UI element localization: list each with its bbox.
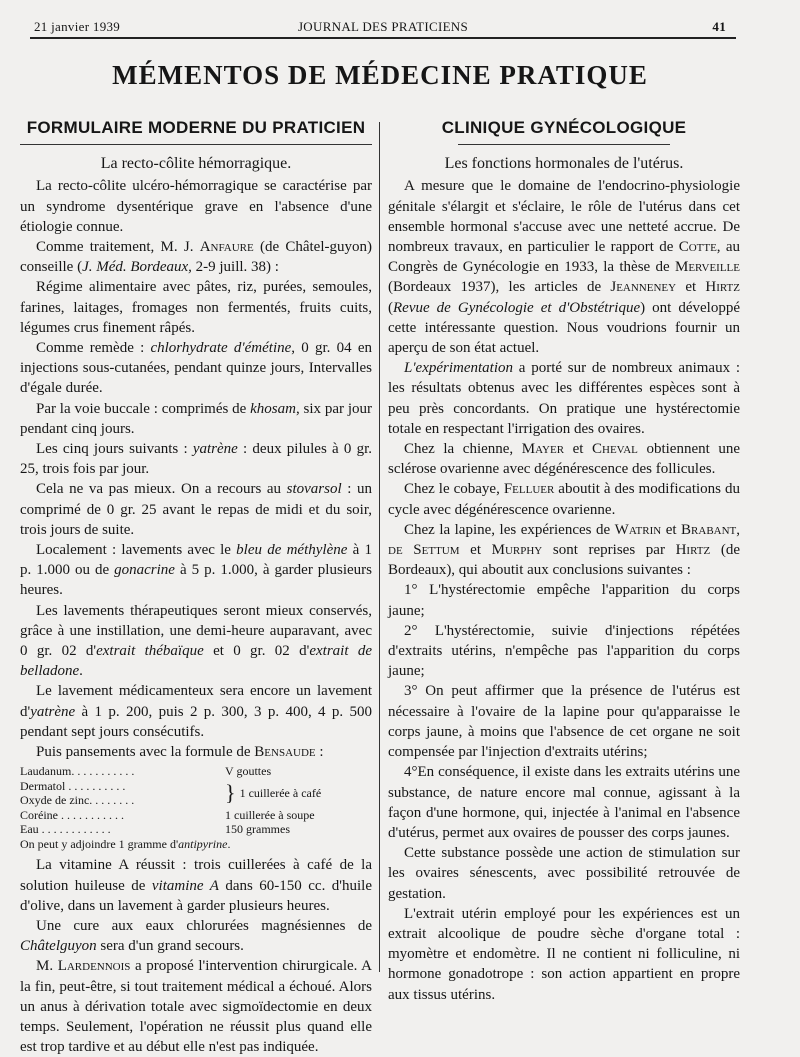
author-name: Cotte — [678, 239, 717, 256]
brace-icon: } — [225, 780, 236, 806]
paragraph: Régime alimentaire avec pâtes, riz, purées, semoules, farines, laitages, fromages non fermentés, fruits cuits, légumes crus finement râpés. — [20, 279, 372, 336]
article-title-fonctions-hormonales: Les fonctions hormonales de l'utérus. — [444, 155, 684, 173]
author-name: Bensaude — [254, 744, 316, 761]
section-rule — [20, 144, 372, 145]
paragraph: Localement : lavements avec le bleu de méthylène à 1 p. 1.000 ou de gonacrine à 5 p. 1.000, à garder plusieurs heures. — [20, 542, 372, 599]
paragraph: Les cinq jours suivants : yatrène : deux pilules à 0 gr. 25, trois fois par jour. — [20, 441, 372, 478]
formula-quantity: 1 cuillerée à soupe — [225, 807, 315, 822]
drug-name: gonacrine — [114, 562, 175, 579]
drug-name: yatrène — [30, 703, 76, 720]
paragraph: Par la voie buccale : comprimés de khosam, six par jour pendant cinq jours. — [20, 400, 372, 437]
formula-row — [20, 822, 372, 837]
drug-name: bleu de méthylène — [236, 542, 348, 559]
paragraph: M. Lardennois a proposé l'intervention chirurgicale. A la fin, peut-être, si tout traitement médical a échoué. Alors un anus à dérivation totale avec sigmoïdectomie en deux temps. Seulement, l'opération ne réussit plus quand elle est trop tardive et au début elle n'est pas indiquée. — [20, 958, 372, 1056]
paragraph: La recto-côlite ulcéro-hémorragique se caractérise par un syndrome dysentérique grave en l'absence d'une étiologie connue. — [20, 178, 372, 235]
place-name: Châtelguyon — [20, 938, 97, 955]
paragraph: Les lavements thérapeutiques seront mieux conservés, grâce à une instillation, une demi-heure auparavant, avec 0 gr. 02 d'extrait thébaïque et 0 gr. 02 d'extrait de belladone. — [20, 602, 372, 680]
header-rule — [30, 37, 736, 39]
conclusion-item: 1° L'hystérectomie empêche l'apparition du corps jaune; — [388, 582, 740, 619]
formula-row — [20, 764, 372, 779]
author-name: Cheval — [592, 441, 638, 458]
paragraph: Chez la lapine, les expériences de Watrin et Brabant, de Settum et Murphy sont reprises par Hirtz (de Bordeaux), qui aboutit aux conclusions suivantes : — [388, 521, 741, 579]
running-header — [30, 16, 736, 38]
drug-name: yatrène — [192, 441, 238, 458]
author-name: Lardennois — [57, 958, 131, 975]
formula-ingredient: Oxyde de zinc. . . . . . . . — [20, 793, 135, 808]
journal-reference: Revue de Gynécologie et d'Obstétrique — [393, 299, 641, 316]
formula-ingredient: Coréine . . . . . . . . . . . — [20, 807, 124, 822]
page-title: MÉMENTOS DE MÉDECINE PRATIQUE — [112, 60, 648, 90]
author-name: Murphy — [491, 542, 543, 559]
page-number: 41 — [712, 19, 726, 34]
author-name: Hirtz — [675, 542, 711, 559]
paragraph: Une cure aux eaux chlorurées magnésiennes de Châtelguyon sera d'un grand secours. — [20, 917, 372, 955]
formula-ingredient: Laudanum. . . . . . . . . . . — [20, 764, 135, 779]
section-title-clinique: CLINIQUE GYNÉCOLOGIQUE — [441, 118, 687, 137]
author-name: Anfaure — [199, 239, 254, 256]
formula-row — [20, 808, 372, 823]
paragraph: A mesure que le domaine de l'endocrino-physiologie génitale s'élargit et s'éclaire, le rôle de l'utérus dans cet ensemble hormonal s'accuse avec une netteté accrue. De nombreux travaux, en particulier le rapport de Cotte, au Congrès de Gynécologie en 1933, la thèse de Merveille (Bordeaux 1937), les articles de Jeanneney et Hirtz (Revue de Gynécologie et d'Obstétrique) ont développé cette intéressante question. Nous voudrions fournir un aperçu de son état actuel. — [388, 178, 740, 357]
journal-reference: J. Méd. Bordeaux, — [82, 259, 192, 276]
formula-row-pair — [20, 779, 372, 808]
author-name: Jeanneney — [610, 279, 677, 296]
formula-ingredient: Dermatol . . . . . . . . . . — [20, 778, 126, 793]
author-name: Merveille — [675, 259, 740, 276]
formula-quantity: V gouttes — [225, 764, 272, 779]
paragraph: L'expérimentation a porté sur de nombreux animaux : les résultats obtenus avec les différentes espèces sont à peu près concordants. On pratique une hystérectomie totale en respectant l'irrigation des ovaires. — [388, 360, 740, 437]
paragraph: Chez la chienne, Mayer et Cheval obtiennent une sclérose ovarienne avec dégénérescence des follicules. — [388, 441, 740, 478]
formula-ingredient: Eau . . . . . . . . . . . . — [20, 822, 111, 837]
paragraph: Cela ne va pas mieux. On a recours au stovarsol : un comprimé de 0 gr. 25 avant le repas de midi et du soir, trois jours de suite. — [20, 481, 372, 538]
bensaude-formula — [20, 764, 372, 851]
drug-name: chlorhydrate d'émétine — [150, 340, 292, 357]
drug-name: antipyrine — [178, 836, 228, 851]
paragraph: Comme traitement, M. J. Anfaure (de Châtel-guyon) conseille (J. Méd. Bordeaux, 2-9 juill. 38) : — [20, 239, 372, 276]
paragraph: Cette substance possède une action de stimulation sur les ovaires sénescents, avec possibilité retrouvée de gestation. — [388, 845, 740, 902]
drug-name: khosam — [250, 400, 296, 417]
left-column — [20, 118, 372, 1057]
journal-name: JOURNAL DES PRATICIENS — [297, 19, 469, 34]
section-title-formulaire: FORMULAIRE MODERNE DU PRATICIEN — [26, 118, 366, 137]
section-rule — [458, 144, 669, 145]
author-name: Brabant, de Settum — [388, 521, 741, 559]
paragraph: La vitamine A réussit : trois cuillerées à café de la solution huileuse de vitamine A dans 60-150 cc. d'huile d'olive, dans un lavement à garder plusieurs heures. — [20, 857, 372, 914]
lead-term: L'expérimentation — [404, 360, 514, 377]
paragraph: Le lavement médicamenteux sera encore un lavement d'yatrène à 1 p. 200, puis 2 p. 300, 3 p. 400, 4 p. 500 pendant sept jours consécutifs. — [20, 683, 372, 740]
conclusion-item: 3° On peut affirmer que la présence de l'utérus est nécessaire à l'ovaire de la lapine pour qu'apparaisse le corps jaune, à moins que l'absence de cet organe ne soit compensée par l'injection d'extraits utérins; — [388, 683, 740, 761]
author-name: Watrin — [614, 521, 662, 538]
drug-name: extrait de belladone — [20, 643, 372, 680]
paragraph: Puis pansements avec la formule de Bensaude : — [36, 744, 324, 761]
drug-name: extrait thébaïque — [96, 643, 204, 660]
formula-quantity: 1 cuillerée à café — [239, 786, 322, 801]
conclusion-item: 4°En conséquence, il existe dans les extraits utérins une substance, de nature encore mal connue, agissant à la façon d'une hormone, qui, injectée à l'animal en l'absence d'utérus, permet aux ovaires de pousser des corps jaunes. — [388, 764, 740, 841]
paragraph: Comme remède : chlorhydrate d'émétine, 0 gr. 04 en injections sous-cutanées, pendant quinze jours, Intervalles d'égale durée. — [20, 340, 373, 397]
author-name: Mayer — [521, 441, 565, 458]
drug-name: stovarsol — [286, 481, 342, 498]
right-column — [388, 118, 740, 1005]
column-divider — [379, 122, 380, 972]
formula-quantity: 150 grammes — [225, 822, 290, 837]
author-name: Felluer — [503, 481, 555, 498]
drug-name: vitamine A — [151, 877, 219, 894]
formula-note: On peut y adjoindre 1 gramme d'antipyrine. — [20, 836, 231, 851]
article-title-recto-colite: La recto-côlite hémorragique. — [100, 155, 292, 173]
conclusion-item: 2° L'hystérectomie, suivie d'injections répétées d'extraits utérins, n'empêche pas l'apparition du corps jaune; — [388, 622, 740, 680]
paragraph: L'extrait utérin employé pour les expériences est un extrait alcoolique de poudre sèche d'organe total : myomètre et endomètre. Il ne contient ni folliculine, ni hormone gonadotrope : son action appartient en propre aux tissus utérins. — [388, 905, 740, 1003]
issue-date: 21 janvier 1939 — [34, 19, 121, 34]
author-name: Hirtz — [705, 279, 740, 296]
paragraph: Chez le cobaye, Felluer aboutit à des modifications du cycle avec dégénérescence ovarienne. — [388, 481, 740, 518]
